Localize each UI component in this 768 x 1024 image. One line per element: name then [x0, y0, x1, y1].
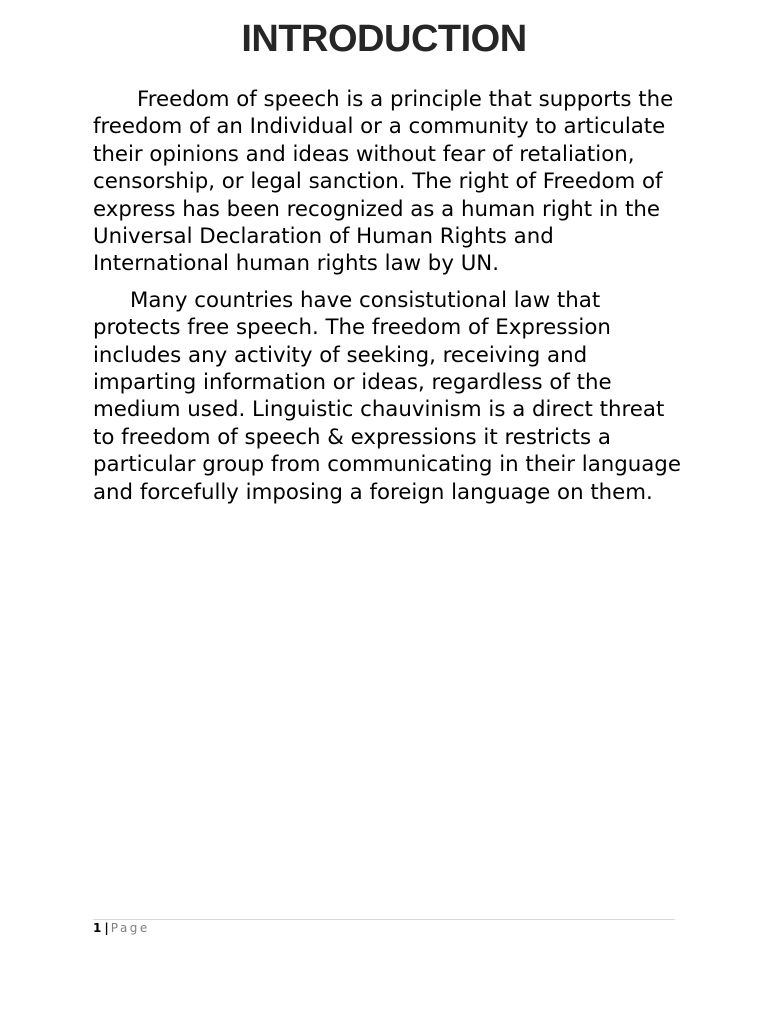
footer-separator: |	[104, 921, 109, 935]
page-number: 1	[93, 921, 102, 935]
document-body	[93, 86, 683, 515]
footer-divider	[93, 919, 675, 920]
page-label: Page	[110, 921, 150, 935]
paragraph-1: Freedom of speech is a principle that supports the freedom of an Individual or a community to articulate their opinions and ideas without fear of retaliation, censorship, or legal sanction. The right of Freedom of express has been recognized as a human right in the Universal Declaration of Human Rights and International human rights law by UN.	[93, 87, 674, 277]
paragraph-2: Many countries have consistutional law that protects free speech. The freedom of Expression includes any activity of seeking, receiving and imparting information or ideas, regardless of the medium used. Linguistic chauvinism is a direct threat to freedom of speech & expressions it restricts a particular group from communicating in their language and forcefully imposing a foreign language on them.	[93, 287, 681, 505]
page-footer	[93, 921, 150, 935]
page-title: INTRODUCTION	[241, 18, 527, 60]
